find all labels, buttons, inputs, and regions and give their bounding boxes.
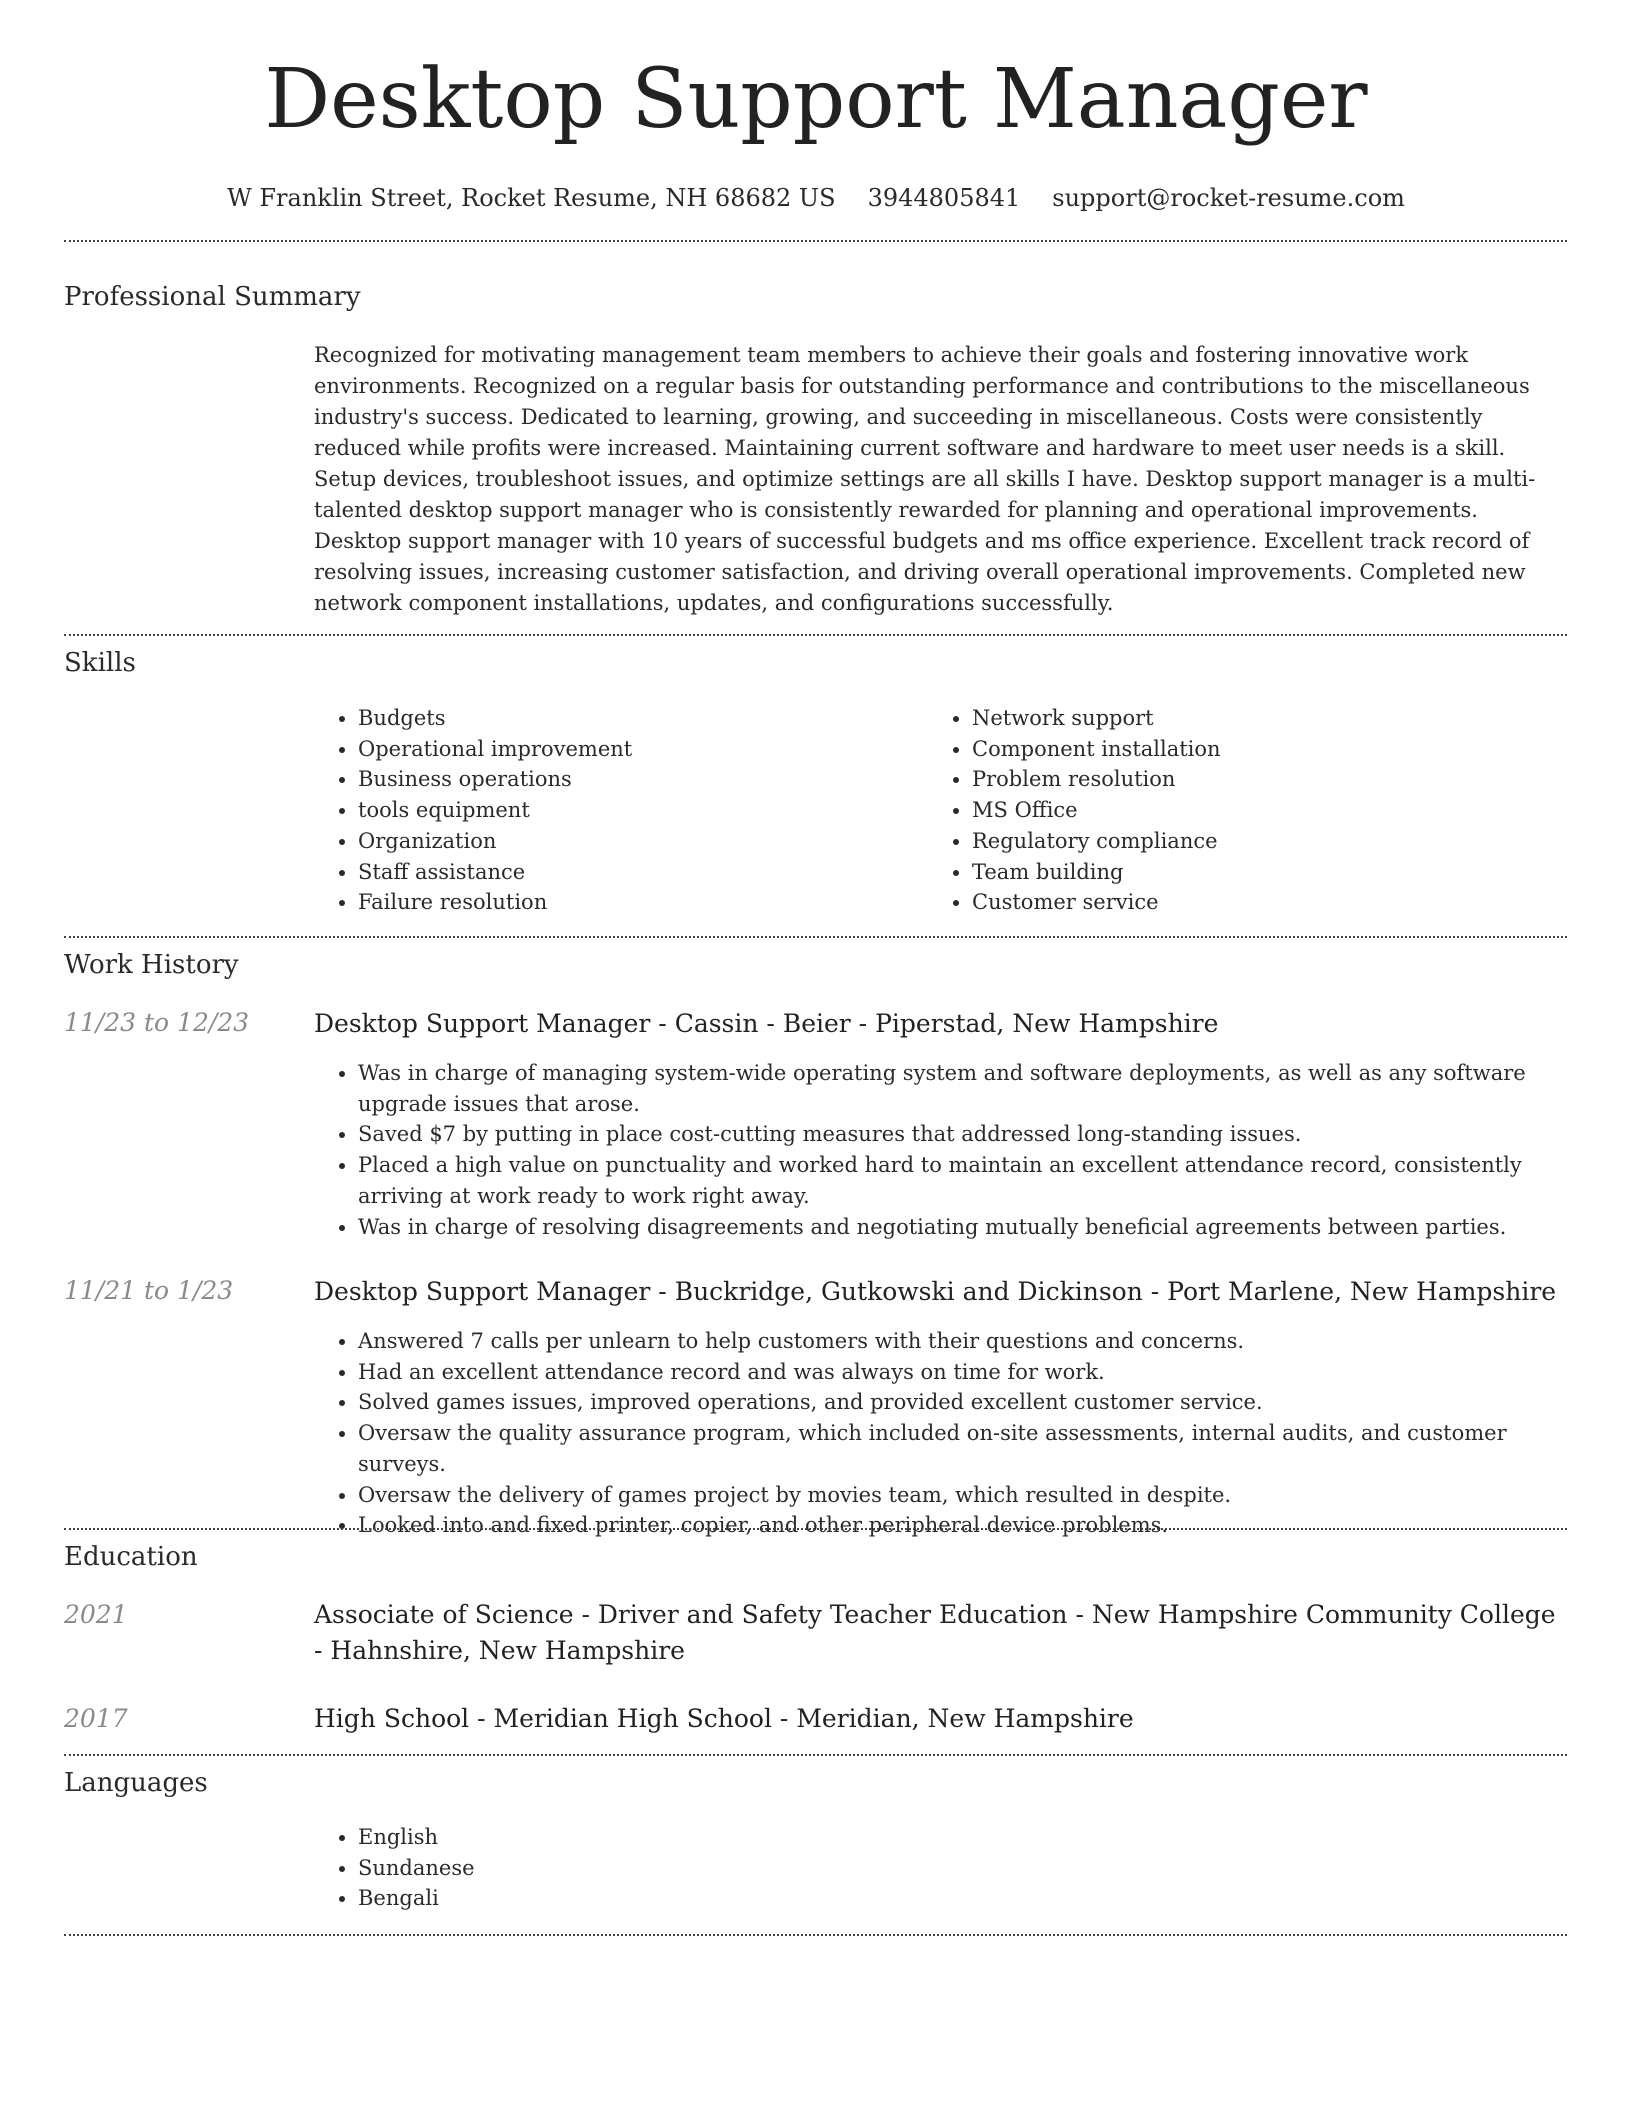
work-heading: Work History bbox=[64, 950, 239, 980]
languages-heading: Languages bbox=[64, 1768, 208, 1798]
resume-header bbox=[0, 0, 1632, 212]
education-entry: High School - Meridian High School - Meridian, New Hampshire bbox=[314, 1704, 1134, 1733]
job-bullet: • Placed a high value on punctuality and worked hard to maintain an excellent attendance record, consistently arriving at work ready to work right away. bbox=[358, 1150, 1570, 1211]
skill-item: • Problem resolution bbox=[972, 764, 1528, 795]
skill-item: • Failure resolution bbox=[358, 887, 914, 918]
job-bullets bbox=[314, 1058, 1570, 1242]
job-dates: 11/23 to 12/23 bbox=[64, 1008, 250, 1037]
job-bullet: • Oversaw the delivery of games project by movies team, which resulted in despite. bbox=[358, 1480, 1570, 1511]
job-bullet: • Answered 7 calls per unlearn to help customers with their questions and concerns. bbox=[358, 1326, 1570, 1357]
job-bullet: • Was in charge of managing system-wide operating system and software deployments, as well as any software upgrade issues that arose. bbox=[358, 1058, 1570, 1119]
job-title: Desktop Support Manager - Buckridge, Gutkowski and Dickinson - Port Marlene, New Hampshire bbox=[314, 1277, 1557, 1306]
skill-item: • Team building bbox=[972, 857, 1528, 888]
candidate-name: Desktop Support Manager bbox=[264, 52, 1368, 147]
summary-text: Recognized for motivating management team members to achieve their goals and fostering innovative work environments. Recognized on a regular basis for outstanding performance and contributions to the miscellaneous industry's success. Dedicated to learning, growing, and succeeding in miscellaneous. Costs were consistently reduced while profits were increased. Maintaining current software and hardware to meet user needs is a skill. Setup devices, troubleshoot issues, and optimize settings are all skills I have. Desktop support manager is a multi-talented desktop support manager who is consistently rewarded for planning and operational improvements. Desktop support manager with 10 years of successful budgets and ms office experience. Excellent track record of resolving issues, increasing customer satisfaction, and driving overall operational improvements. Completed new network component installations, updates, and configurations successfully. bbox=[314, 343, 1536, 615]
contact-line bbox=[0, 184, 1632, 212]
skill-item: • Regulatory compliance bbox=[972, 826, 1528, 857]
language-item: • Bengali bbox=[358, 1883, 914, 1914]
skill-item: • Component installation bbox=[972, 734, 1528, 765]
skill-item: • Network support bbox=[972, 703, 1528, 734]
section-divider bbox=[64, 1754, 1567, 1756]
skills-heading: Skills bbox=[64, 648, 136, 678]
skill-item: • Customer service bbox=[972, 887, 1528, 918]
skill-item: • Budgets bbox=[358, 703, 914, 734]
contact-email: support@rocket-resume.com bbox=[1052, 184, 1405, 212]
skills-column-left bbox=[314, 703, 914, 918]
summary-heading: Professional Summary bbox=[64, 282, 361, 312]
skill-item: • tools equipment bbox=[358, 795, 914, 826]
skills-column-right bbox=[928, 703, 1528, 918]
language-item: • English bbox=[358, 1822, 914, 1853]
job-title: Desktop Support Manager - Cassin - Beier - Piperstad, New Hampshire bbox=[314, 1009, 1219, 1038]
skill-item: • Staff assistance bbox=[358, 857, 914, 888]
job-dates: 11/21 to 1/23 bbox=[64, 1276, 234, 1305]
job-bullets bbox=[314, 1326, 1570, 1541]
job-bullet: • Had an excellent attendance record and was always on time for work. bbox=[358, 1357, 1570, 1388]
section-divider bbox=[64, 634, 1567, 636]
section-divider bbox=[64, 1528, 1567, 1530]
education-year: 2021 bbox=[64, 1600, 128, 1629]
education-heading: Education bbox=[64, 1542, 198, 1572]
skill-item: • MS Office bbox=[972, 795, 1528, 826]
job-bullet: • Was in charge of resolving disagreements and negotiating mutually beneficial agreements between parties. bbox=[358, 1212, 1570, 1243]
skill-item: • Business operations bbox=[358, 764, 914, 795]
contact-address: W Franklin Street, Rocket Resume, NH 68682 US bbox=[227, 184, 836, 212]
skill-item: • Organization bbox=[358, 826, 914, 857]
job-bullet: • Oversaw the quality assurance program, which included on-site assessments, internal audits, and customer surveys. bbox=[358, 1418, 1570, 1479]
section-divider bbox=[64, 936, 1567, 938]
section-divider bbox=[64, 240, 1567, 242]
section-divider bbox=[64, 1934, 1567, 1936]
education-entry: Associate of Science - Driver and Safety Teacher Education - New Hampshire Community College - Hahnshire, New Hampshire bbox=[314, 1600, 1556, 1665]
education-year: 2017 bbox=[64, 1704, 128, 1733]
job-bullet: • Saved $7 by putting in place cost-cutting measures that addressed long-standing issues. bbox=[358, 1119, 1570, 1150]
skill-item: • Operational improvement bbox=[358, 734, 914, 765]
languages-list bbox=[314, 1822, 914, 1914]
contact-phone: 3944805841 bbox=[867, 184, 1021, 212]
job-bullet: • Looked into and fixed printer, copier, and other peripheral device problems. bbox=[358, 1510, 1570, 1541]
job-bullet: • Solved games issues, improved operations, and provided excellent customer service. bbox=[358, 1387, 1570, 1418]
language-item: • Sundanese bbox=[358, 1853, 914, 1884]
